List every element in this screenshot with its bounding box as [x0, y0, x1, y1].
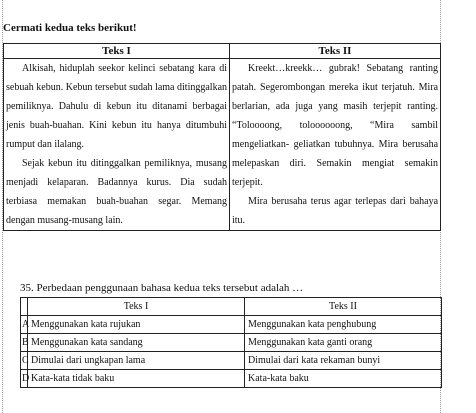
teks1-line: kara di sebuah kebun. Kebun tersebut sudah [6, 63, 227, 93]
texts-table [3, 43, 441, 231]
question-text: 35. Perbedaan penggunaan bahasa kedua teks tersebut adalah … [20, 282, 304, 294]
teks2-line: terjatuh. Mira berlarian, ada juga yang [232, 82, 439, 112]
option-letter: D [21, 370, 28, 388]
teks1-line: lama ditinggalkan pemiliknya. Dahulu di kebun [6, 82, 228, 112]
option-teks2: Menggunakan kata penghubung [245, 316, 442, 334]
teks2-line: Kreekt…kreekk… gubrak! Sebatang [248, 63, 404, 74]
option-teks1: Dimulai dari ungkapan lama [28, 352, 245, 370]
answers-header-teks1: Teks I [28, 298, 245, 316]
teks1-paragraph [6, 59, 227, 154]
option-teks2: Dimulai dari kata rekaman bunyi [245, 352, 442, 370]
teks2-line: terjepit. [232, 177, 263, 188]
answer-option-c[interactable] [21, 352, 442, 370]
teks2-line: toloooooong, “Mira sambil mengeliatkan- [232, 120, 438, 150]
option-letter: B [21, 334, 28, 352]
option-letter: C [21, 352, 28, 370]
option-teks2: Kata-kata baku [245, 370, 442, 388]
teks2-line: bahaya itu. [232, 196, 439, 226]
instruction-text: Cermati kedua teks berikut! [3, 22, 137, 34]
answer-option-b[interactable] [21, 334, 442, 352]
answer-options-table [20, 297, 442, 388]
option-teks1: Menggunakan kata rujukan [28, 316, 245, 334]
teks2-line: ranting patah. Segerombongan mereka ikut [232, 63, 438, 93]
teks2-paragraph [232, 192, 438, 230]
teks1-paragraph [6, 154, 227, 230]
teks1-line: itu ditanami berbagai jenis buah-buahan. Kini [6, 101, 227, 131]
teks1-line: Alkisah, hiduplah seekor kelinci sebatang [22, 63, 195, 74]
answer-option-d[interactable] [21, 370, 442, 388]
option-teks1: Menggunakan kata sandang [28, 334, 245, 352]
teks1-body [4, 59, 230, 231]
teks1-line: musang menjadi kelaparan. Badannya kurus. [6, 158, 227, 188]
teks2-line: melepaskan diri. Semakin mengiat semakin [232, 158, 438, 169]
teks2-line: geliatkan tubuhnya. Mira berusaha [293, 139, 439, 150]
teks1-title: Teks I [4, 44, 230, 59]
teks1-line: Dia sudah terbiasa memakan buah-buahan [6, 177, 228, 207]
letter-header [21, 298, 28, 316]
option-letter: A [21, 316, 28, 334]
teks2-title: Teks II [230, 44, 441, 59]
teks1-line: segar. Memang dengan musang-musang lain. [6, 196, 228, 226]
teks2-line: Mira berusaha terus agar terlepas dari [248, 196, 406, 207]
teks1-line: kebun itu hanya ditumbuhi rumput dan ilalang. [6, 120, 227, 150]
teks2-paragraph [232, 59, 438, 192]
teks2-line: masih terjepit ranting. “Toloooong, [232, 101, 438, 131]
teks2-body [230, 59, 441, 231]
option-teks1: Kata-kata tidak baku [28, 370, 245, 388]
teks1-line: Sejak kebun itu ditinggalkan pemiliknya, [22, 158, 193, 169]
option-teks2: Menggunakan kata ganti orang [245, 334, 442, 352]
answer-option-a[interactable] [21, 316, 442, 334]
answers-header-teks2: Teks II [245, 298, 442, 316]
